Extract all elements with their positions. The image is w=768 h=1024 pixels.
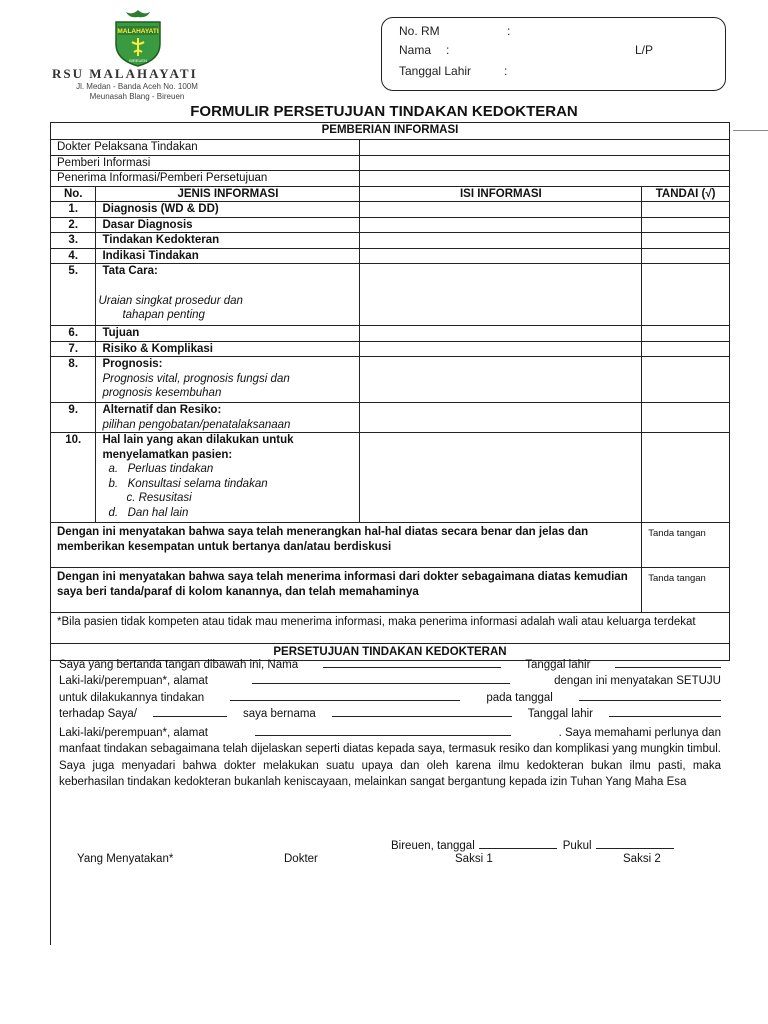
item-subtitle: Prognosis vital, prognosis fungsi dan xyxy=(102,372,290,385)
item-title: Tata Cara: xyxy=(102,265,158,277)
list-item: b. Konsultasi selama tindakan xyxy=(108,477,268,490)
tanda-tangan-label: Tanda tangan xyxy=(648,528,706,539)
item-title: Dasar Diagnosis xyxy=(96,217,360,233)
tandai-cell[interactable] xyxy=(642,403,730,433)
item-number: 6. xyxy=(51,326,96,342)
col-isi-header: ISI INFORMASI xyxy=(360,186,642,202)
table-row xyxy=(51,217,730,233)
isi-informasi-cell[interactable] xyxy=(360,248,642,264)
item-number: 3. xyxy=(51,233,96,249)
form-title: FORMULIR PERSETUJUAN TINDAKAN KEDOKTERAN xyxy=(190,103,578,120)
item-title: Alternatif dan Resiko: xyxy=(102,404,222,416)
statement-recipient: Dengan ini menyatakan bahwa saya telah menerima informasi dari dokter sebagaimana diatas kemudian saya beri tanda/paraf di kolom kanannya, dan telah memahaminya xyxy=(51,568,642,613)
alamat-field[interactable] xyxy=(252,673,510,684)
table-row xyxy=(51,233,730,249)
tandai-cell[interactable] xyxy=(642,217,730,233)
no-rm-label: No. RM xyxy=(399,24,440,38)
item-title: Risiko & Komplikasi xyxy=(96,341,360,357)
dokter-pelaksana-label: Dokter Pelaksana Tindakan xyxy=(51,140,360,156)
item-title: Hal lain yang akan dilakukan untuk menyelamatkan pasien: xyxy=(102,434,294,461)
patient-id-box xyxy=(381,17,726,91)
consent-text-fragment: pada tanggal xyxy=(486,691,553,704)
pemberian-informasi-heading: PEMBERIAN INFORMASI xyxy=(51,123,730,140)
nama-colon: : xyxy=(446,43,450,57)
table-row xyxy=(51,357,730,403)
hospital-address xyxy=(62,82,212,102)
list-item: d. Dan hal lain xyxy=(108,506,189,519)
table-row xyxy=(51,202,730,218)
tandai-cell[interactable] xyxy=(642,357,730,403)
nama-label: Nama xyxy=(399,43,432,57)
item-number: 1. xyxy=(51,202,96,218)
tanda-tangan-label: Tanda tangan xyxy=(648,573,706,584)
item-number: 10. xyxy=(51,433,96,523)
list-item: a. Perluas tindakan xyxy=(108,463,214,475)
list-item: c. Resusitasi xyxy=(126,492,192,504)
tanggal-lahir-field[interactable] xyxy=(615,657,721,668)
statement-doctor: Dengan ini menyatakan bahwa saya telah menerangkan hal-hal diatas secara benar dan jelas dan memberikan kesempatan untuk bertanya dan/atau berdiskusi xyxy=(51,523,642,568)
table-row xyxy=(51,326,730,342)
item-number: 4. xyxy=(51,248,96,264)
isi-informasi-cell[interactable] xyxy=(360,403,642,433)
address-line-2: Meunasah Blang - Bireuen xyxy=(89,92,185,101)
col-jenis-header: JENIS INFORMASI xyxy=(96,186,360,202)
tandai-cell[interactable] xyxy=(642,233,730,249)
tindakan-field[interactable] xyxy=(230,690,460,701)
table-row xyxy=(51,248,730,264)
penerima-informasi-label: Penerima Informasi/Pemberi Persetujuan xyxy=(51,171,360,187)
consent-text-fragment: Saya yang bertanda tangan dibawah ini, Nama xyxy=(59,659,299,671)
isi-informasi-cell[interactable] xyxy=(360,357,642,403)
tandai-cell[interactable] xyxy=(642,248,730,264)
consent-text xyxy=(59,657,721,790)
item-subtitle: Uraian singkat prosedur dan xyxy=(98,294,243,307)
table-row xyxy=(51,264,730,326)
isi-informasi-cell[interactable] xyxy=(360,326,642,342)
isi-informasi-cell[interactable] xyxy=(360,217,642,233)
consent-paragraph: manfaat tindakan sebagaimana telah dijelaskan seperti diatas kepada saya, termasuk resiko dan komplikasi yang mungkin timbul. Saya juga menyadari bahwa dokter melakukan suatu upaya dan oleh karena ilmu kedokteran bukan ilmu pasti, maka keberhasilan tindakan kedokteran bukanlah keniscayaan, melainkan sangat bergantung kepada izin Tuhan Yang Maha Esa xyxy=(59,743,721,789)
nama-pasien-field[interactable] xyxy=(332,706,512,717)
signature-cell-doctor[interactable] xyxy=(642,523,730,568)
item-title: Indikasi Tindakan xyxy=(96,248,360,264)
competence-note: *Bila pasien tidak kompeten atau tidak mau menerima informasi, maka penerima informasi adalah wali atau keluarga terdekat xyxy=(51,613,730,644)
item-subtitle: prognosis kesembuhan xyxy=(102,387,222,399)
penerima-informasi-field[interactable] xyxy=(360,171,730,187)
item-number: 7. xyxy=(51,341,96,357)
isi-informasi-cell[interactable] xyxy=(360,202,642,218)
col-no-header: No. xyxy=(51,186,96,202)
item-subtitle: pilihan pengobatan/penatalaksanaan xyxy=(102,418,291,431)
place-date-label: Bireuen, tanggal xyxy=(391,840,475,852)
item-title: Prognosis: xyxy=(102,358,163,370)
table-row xyxy=(51,433,730,523)
logo-subtext: BIREUEN xyxy=(129,58,147,63)
tanggal-lahir-label: Tanggal Lahir xyxy=(399,64,472,78)
hospital-name: RSU MALAHAYATI xyxy=(52,66,198,81)
item-number: 9. xyxy=(51,403,96,433)
tandai-cell[interactable] xyxy=(642,264,730,326)
hubungan-field[interactable] xyxy=(153,706,227,717)
hospital-logo-icon xyxy=(110,8,166,68)
alamat-pasien-field[interactable] xyxy=(255,725,511,736)
table-row xyxy=(51,403,730,433)
tandai-cell[interactable] xyxy=(642,202,730,218)
pukul-field[interactable] xyxy=(596,838,674,849)
consent-line-2 xyxy=(59,673,721,689)
item-number: 2. xyxy=(51,217,96,233)
consent-section xyxy=(50,655,731,945)
information-table xyxy=(50,122,730,661)
consent-text-fragment: Tanggal lahir xyxy=(527,707,593,720)
isi-informasi-cell[interactable] xyxy=(360,264,642,326)
side-mark xyxy=(733,130,768,131)
consent-text-fragment: untuk dilakukannya tindakan xyxy=(59,691,205,704)
consent-text-fragment: terhadap Saya/ xyxy=(59,707,138,720)
logo-text: MALAHAYATI xyxy=(117,28,159,35)
no-rm-colon: : xyxy=(507,24,511,38)
consent-line-4 xyxy=(59,706,721,722)
consent-text-fragment: Laki-laki/perempuan*, alamat xyxy=(59,727,208,740)
item-title: Diagnosis (WD & DD) xyxy=(96,202,360,218)
isi-informasi-cell[interactable] xyxy=(360,233,642,249)
place-date-line xyxy=(391,838,711,852)
tanggal-field[interactable] xyxy=(479,838,557,849)
dokter-pelaksana-field[interactable] xyxy=(360,140,730,156)
pemberi-informasi-field[interactable] xyxy=(360,155,730,171)
signer-dokter: Dokter xyxy=(284,853,318,865)
lp-label: L/P xyxy=(635,43,654,57)
tanggal-lahir-colon: : xyxy=(504,64,508,78)
consent-text-fragment: saya bernama xyxy=(242,707,316,720)
pukul-label: Pukul xyxy=(562,840,592,852)
item-title: Tujuan xyxy=(96,326,360,342)
consent-line-1 xyxy=(59,657,721,673)
item-number: 8. xyxy=(51,357,96,403)
table-row xyxy=(51,341,730,357)
item-number: 5. xyxy=(51,264,96,326)
tanggal-tindakan-field[interactable] xyxy=(579,690,721,701)
col-tandai-header: TANDAI (√) xyxy=(642,186,730,202)
isi-informasi-cell[interactable] xyxy=(360,433,642,523)
pemberi-informasi-label: Pemberi Informasi xyxy=(51,155,360,171)
isi-informasi-cell[interactable] xyxy=(360,341,642,357)
consent-text-fragment: . Saya memahami perlunya dan xyxy=(558,727,721,740)
item-title: Tindakan Kedokteran xyxy=(96,233,360,249)
persetujuan-heading: PERSETUJUAN TINDAKAN KEDOKTERAN xyxy=(51,644,730,661)
signature-cell-recipient[interactable] xyxy=(642,568,730,613)
tanggal-lahir-pasien-field[interactable] xyxy=(609,706,721,717)
address-line-1: Jl. Medan - Banda Aceh No. 100M xyxy=(76,82,198,91)
hospital-logo xyxy=(110,8,166,68)
tandai-cell[interactable] xyxy=(642,326,730,342)
consent-text-fragment: Tanggal lahir xyxy=(525,659,591,671)
signer-yang-menyatakan: Yang Menyatakan* xyxy=(77,853,174,865)
item-subtitle: tahapan penting xyxy=(122,309,205,321)
tandai-cell[interactable] xyxy=(642,341,730,357)
nama-field[interactable] xyxy=(323,657,501,668)
consent-text-fragment: dengan ini menyatakan SETUJU xyxy=(554,675,721,688)
signer-saksi-2: Saksi 2 xyxy=(623,853,661,865)
signer-saksi-1: Saksi 1 xyxy=(455,853,493,865)
consent-text-fragment: Laki-laki/perempuan*, alamat xyxy=(59,675,208,688)
consent-line-3 xyxy=(59,690,721,706)
consent-line-5 xyxy=(59,725,721,741)
tandai-cell[interactable] xyxy=(642,433,730,523)
